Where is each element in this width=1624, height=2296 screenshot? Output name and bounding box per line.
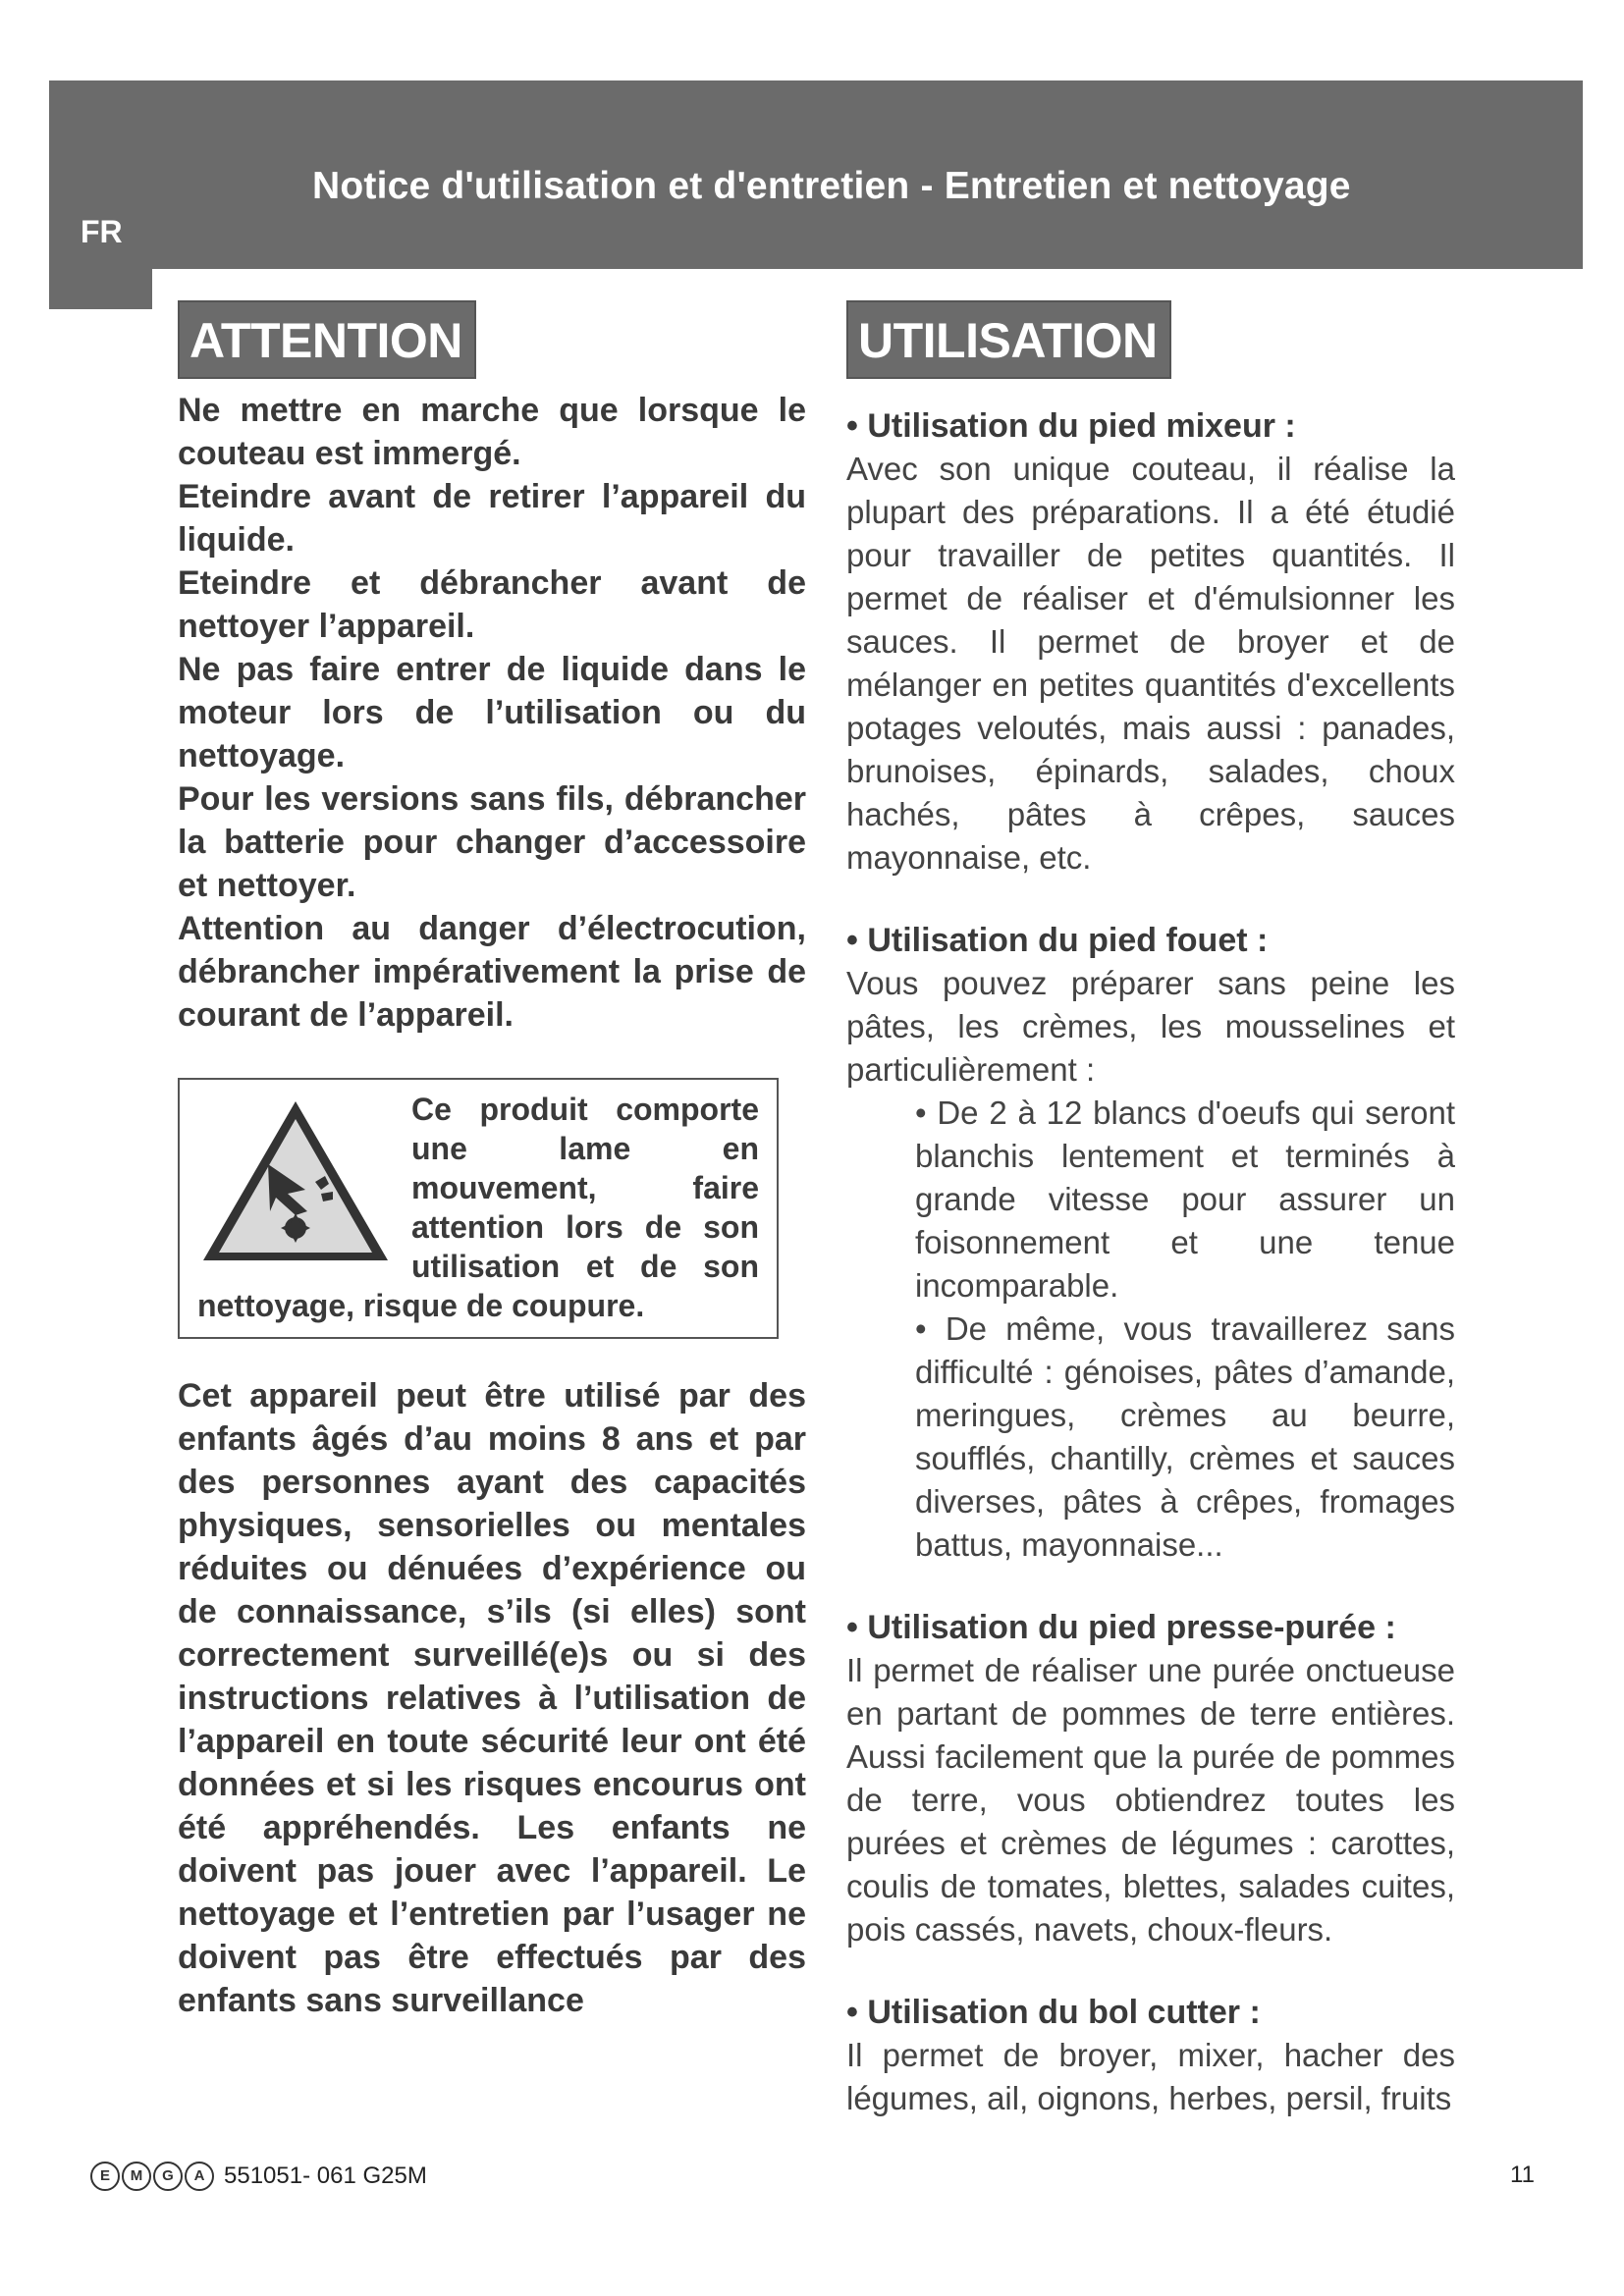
section-title: • Utilisation du pied fouet :	[846, 922, 1269, 959]
footer-reference	[90, 2162, 427, 2191]
warning-item: Eteindre et débrancher avant de nettoyer l’appareil.	[178, 564, 806, 645]
section-text: Vous pouvez préparer sans peine les pâtes, les crèmes, les mousselines et particulièrement :	[846, 965, 1455, 1088]
section-text: Il permet de réaliser une purée onctueuse en partant de pommes de terre entières. Aussi facilement que la purée de pommes de terre, vous obtiendrez toutes les purées et crèmes de légumes : carottes, coulis de tomates, blettes, salades cuites, pois cassés, navets, choux-fleurs.	[846, 1652, 1455, 1948]
warning-item: Attention au danger d’électrocution, débrancher impérativement la prise de courant de l’appareil.	[178, 910, 806, 1034]
right-column	[846, 300, 1455, 2120]
blade-caution-text: Ce produit comporte une lame en mouvement, faire attention lors de son utilisation et de son nettoyage, risque de coupure.	[197, 1092, 759, 1323]
warning-item: Eteindre avant de retirer l’appareil du liquide.	[178, 478, 806, 559]
blade-warning-icon	[197, 1095, 394, 1267]
section-text: Avec son unique couteau, il réalise la plupart des préparations. Il a été étudié pour travailler de petites quantités. Il permet de réaliser et d'émulsionner les sauces. Il permet de broyer et de mélanger en petites quantités d'excellents potages veloutés, mais aussi : panades, brunoises, épinards, salades, choux hachés, pâtes à crêpes, sauces mayonnaise, etc.	[846, 451, 1455, 876]
warning-item: Ne pas faire entrer de liquide dans le moteur lors de l’utilisation ou du nettoyage.	[178, 651, 806, 774]
warning-item: Ne mettre en marche que lorsque le couteau est immergé.	[178, 392, 806, 472]
emga-logo-letter: E	[90, 2162, 120, 2191]
page-title: Notice d'utilisation et d'entretien - Entretien et nettoyage	[312, 165, 1351, 207]
attention-badge: ATTENTION	[178, 300, 476, 379]
page-number: 11	[1510, 2162, 1535, 2188]
section-pied-fouet	[846, 919, 1455, 1567]
emga-logo-letter: M	[122, 2162, 151, 2191]
left-column	[178, 300, 806, 2022]
section-title: • Utilisation du bol cutter :	[846, 1994, 1261, 2031]
warning-item: Pour les versions sans fils, débrancher la batterie pour changer d’accessoire et nettoyer.	[178, 780, 806, 904]
bullet-item: • De 2 à 12 blancs d'oeufs qui seront blanchis lentement et terminés à grande vitesse pour assurer un foisonnement et une tenue incomparable.	[915, 1095, 1455, 1304]
section-text: Il permet de broyer, mixer, hacher des légumes, ail, oignons, herbes, persil, fruits	[846, 2037, 1455, 2116]
product-code: 551051- 061 G25M	[224, 2163, 427, 2189]
warning-list	[178, 389, 806, 1037]
section-title: • Utilisation du pied presse-purée :	[846, 1609, 1396, 1646]
children-notice: Cet appareil peut être utilisé par des enfants âgés d’au moins 8 ans et par des personnes ayant des capacités physiques, sensorielles ou mentales réduites ou dénuées d’expérience ou de connaissance, s’ils (si elles) sont correctement surveillé(e)s ou si des instructions relatives à l’utilisation de l’appareil en toute sécurité leur ont été données et si les risques encourus ont été appréhendés. Les enfants ne doivent pas jouer avec l’appareil. Le nettoyage et l’entretien par l’usager ne doivent pas être effectués par des enfants sans surveillance	[178, 1377, 806, 2019]
blade-caution-box	[178, 1078, 779, 1339]
section-bol-cutter	[846, 1991, 1455, 2120]
language-label: FR	[81, 214, 123, 249]
emga-logo-letter: G	[153, 2162, 183, 2191]
section-title: • Utilisation du pied mixeur :	[846, 407, 1296, 445]
bullet-item: • De même, vous travaillerez sans difficulté : génoises, pâtes d’amande, meringues, crèmes au beurre, soufflés, chantilly, crèmes et sauces diverses, pâtes à crêpes, fromages battus, mayonnaise...	[915, 1310, 1455, 1563]
utilisation-badge: UTILISATION	[846, 300, 1171, 379]
emga-logo-letter: A	[185, 2162, 214, 2191]
section-pied-mixeur	[846, 404, 1455, 880]
section-presse-puree	[846, 1606, 1455, 1951]
